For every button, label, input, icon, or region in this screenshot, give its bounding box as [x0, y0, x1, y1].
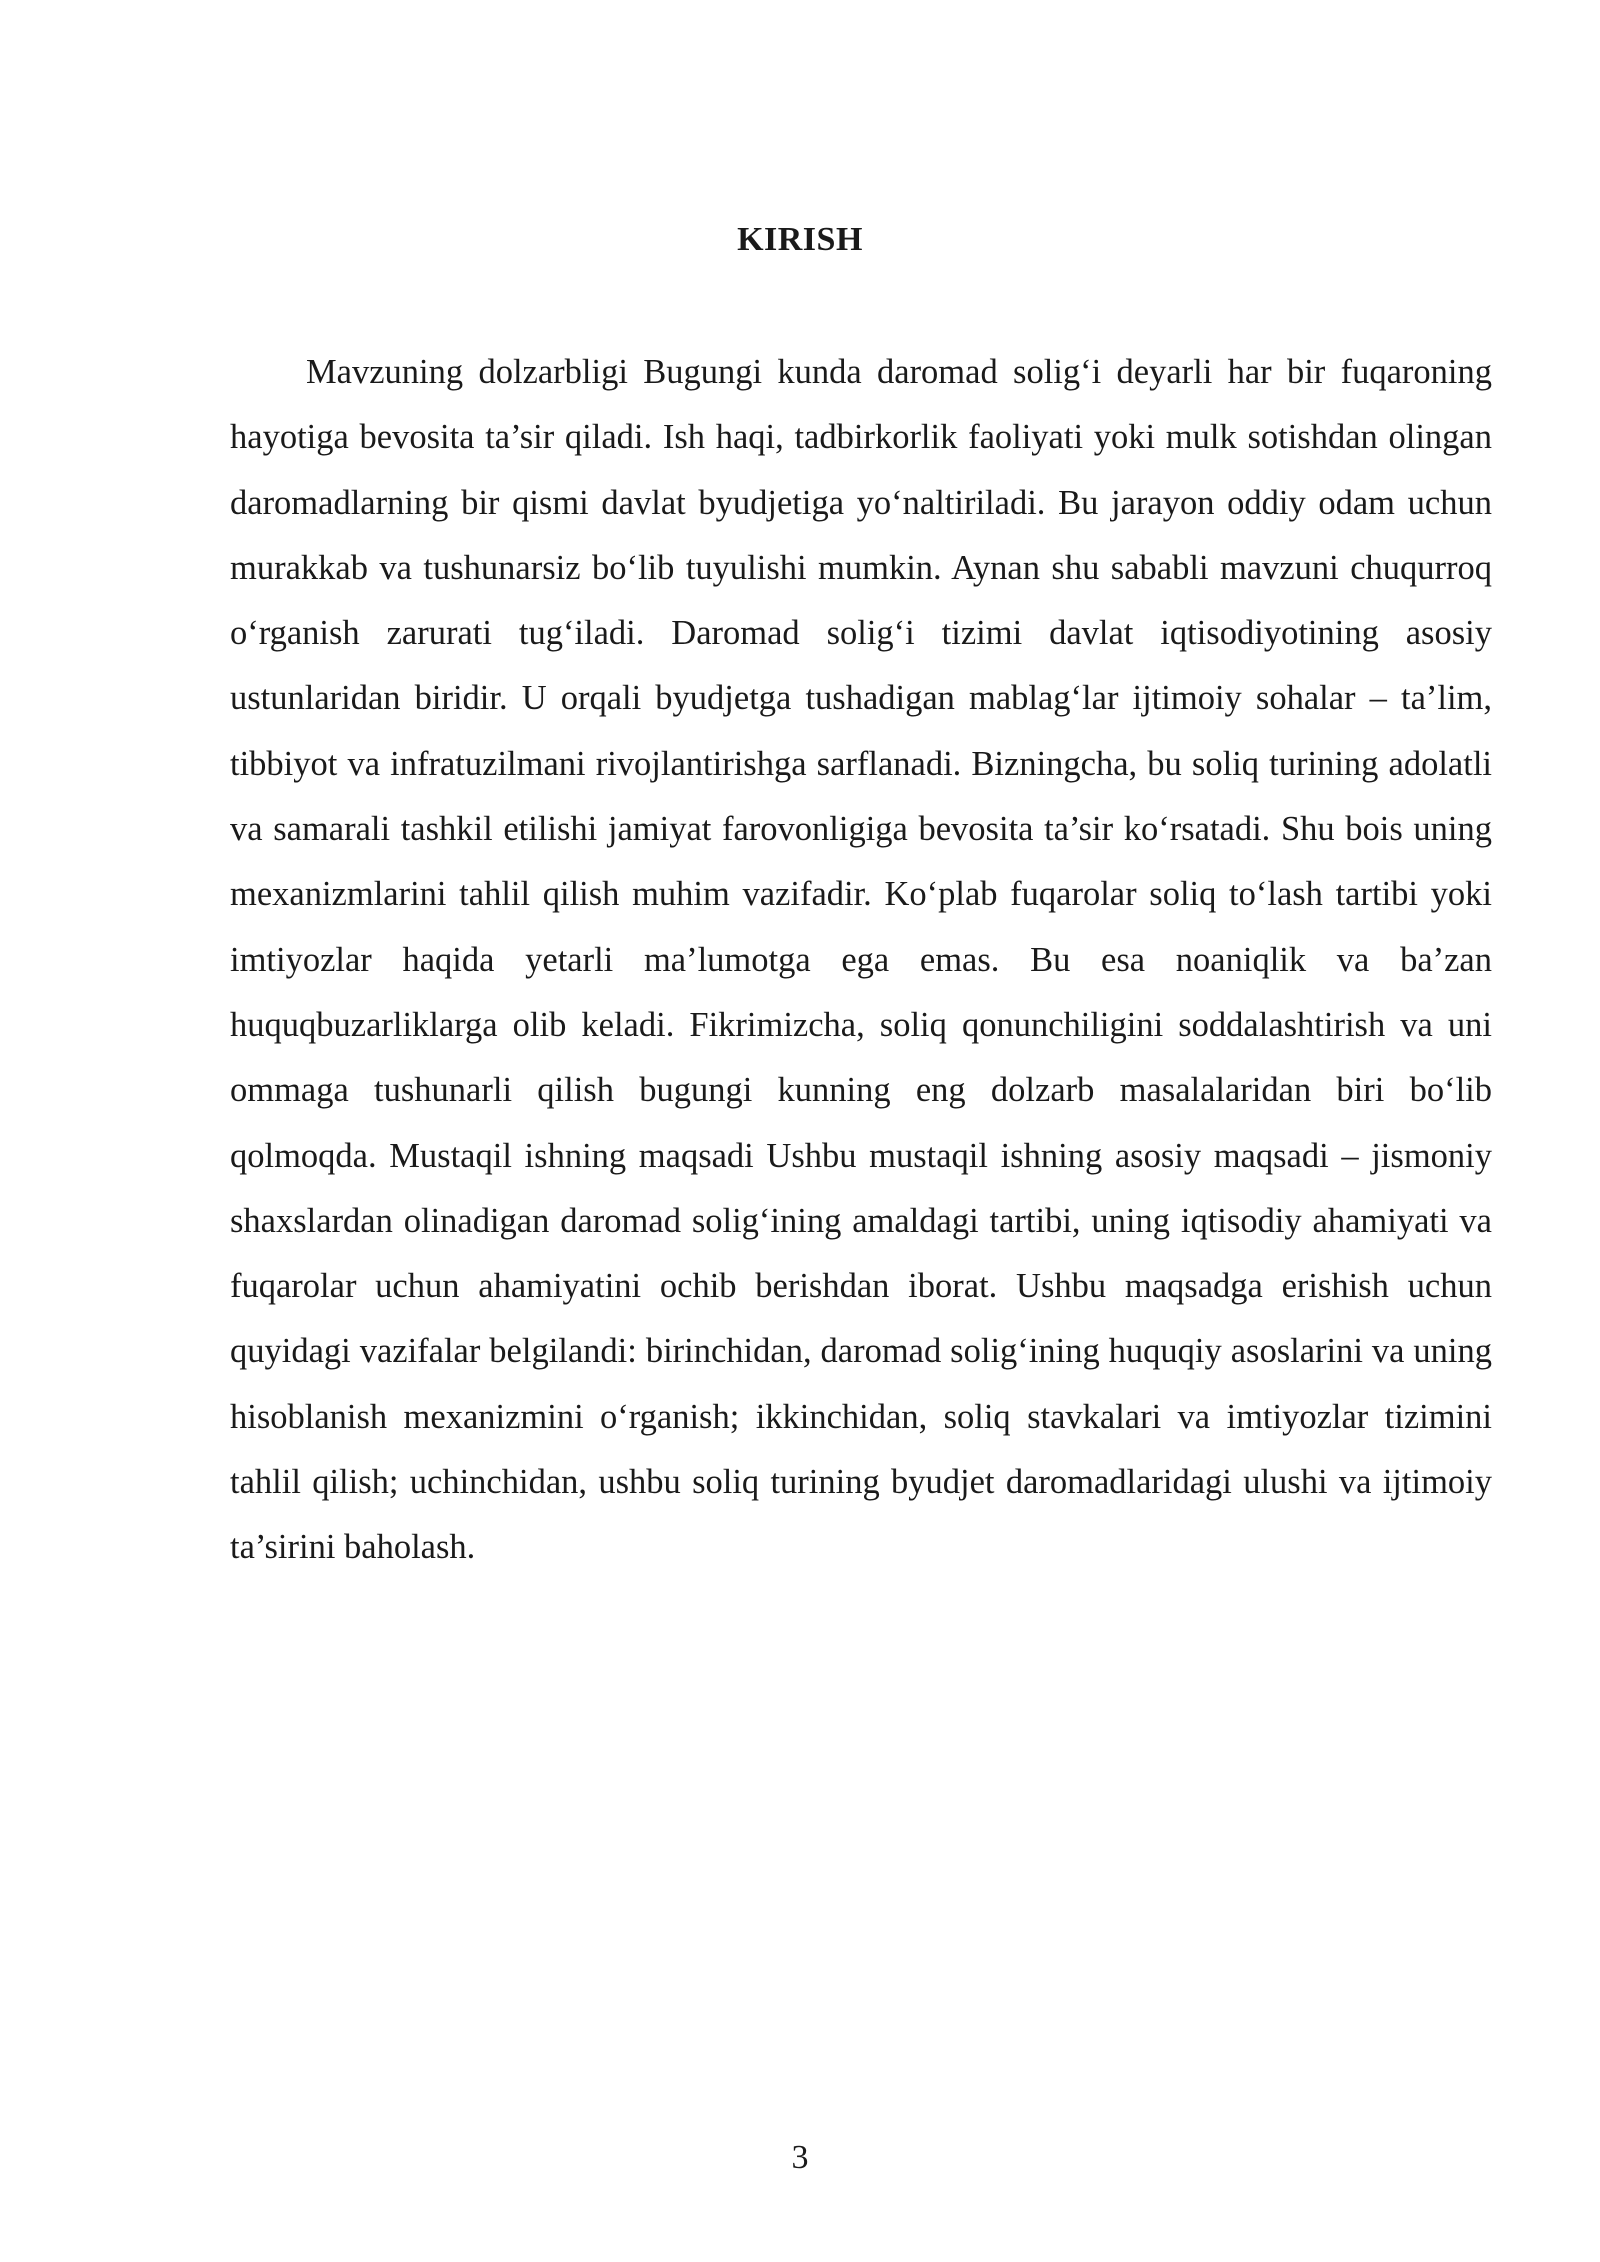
page-number: 3 [791, 2139, 809, 2176]
page-title: KIRISH [737, 221, 863, 258]
body-paragraph: Mavzuning dolzarbligi Bugungi kunda daromad solig‘i deyarli har bir fuqaroning hayotiga bevosita ta’sir qiladi. Ish haqi, tadbirkorlik faoliyati yoki mulk sotishdan olingan daromadlarning bir qismi davlat byudjetiga yo‘naltiriladi. Bu jarayon oddiy odam uchun murakkab va tushunarsiz bo‘lib tuyulishi mumkin. Aynan shu sababli mavzuni chuqurroq o‘rganish zarurati tug‘iladi. Daromad solig‘i tizimi davlat iqtisodiyotining asosiy ustunlaridan biridir. U orqali byudjetga tushadigan mablag‘lar ijtimoiy sohalar – ta’lim, tibbiyot va infratuzilmani rivojlantirishga sarflanadi. Bizningcha, bu soliq turining adolatli va samarali tashkil etilishi jamiyat farovonligiga bevosita ta’sir ko‘rsatadi. Shu bois uning mexanizmlarini tahlil qilish muhim vazifadir. Ko‘plab fuqarolar soliq to‘lash tartibi yoki imtiyozlar haqida yetarli ma’lumotga ega emas. Bu esa noaniqlik va ba’zan huquqbuzarliklarga olib keladi. Fikrimizcha, soliq qonunchiligini soddalashtirish va uni ommaga tushunarli qilish bugungi kunning eng dolzarb masalalaridan biri bo‘lib qolmoqda. Mustaqil ishning maqsadi Ushbu mustaqil ishning asosiy maqsadi – jismoniy shaxslardan olinadigan daromad solig‘ining amaldagi tartibi, uning iqtisodiy ahamiyati va fuqarolar uchun ahamiyatini ochib berishdan iborat. Ushbu maqsadga erishish uchun quyidagi vazifalar belgilandi: birinchidan, daromad solig‘ining huquqiy asoslarini va uning hisoblanish mexanizmini o‘rganish; ikkinchidan, soliq stavkalari va imtiyozlar tizimini tahlil qilish; uchinchidan, ushbu soliq turining byudjet daromadlaridagi ulushi va ijtimoiy ta’sirini baholash. [230, 353, 1492, 1567]
